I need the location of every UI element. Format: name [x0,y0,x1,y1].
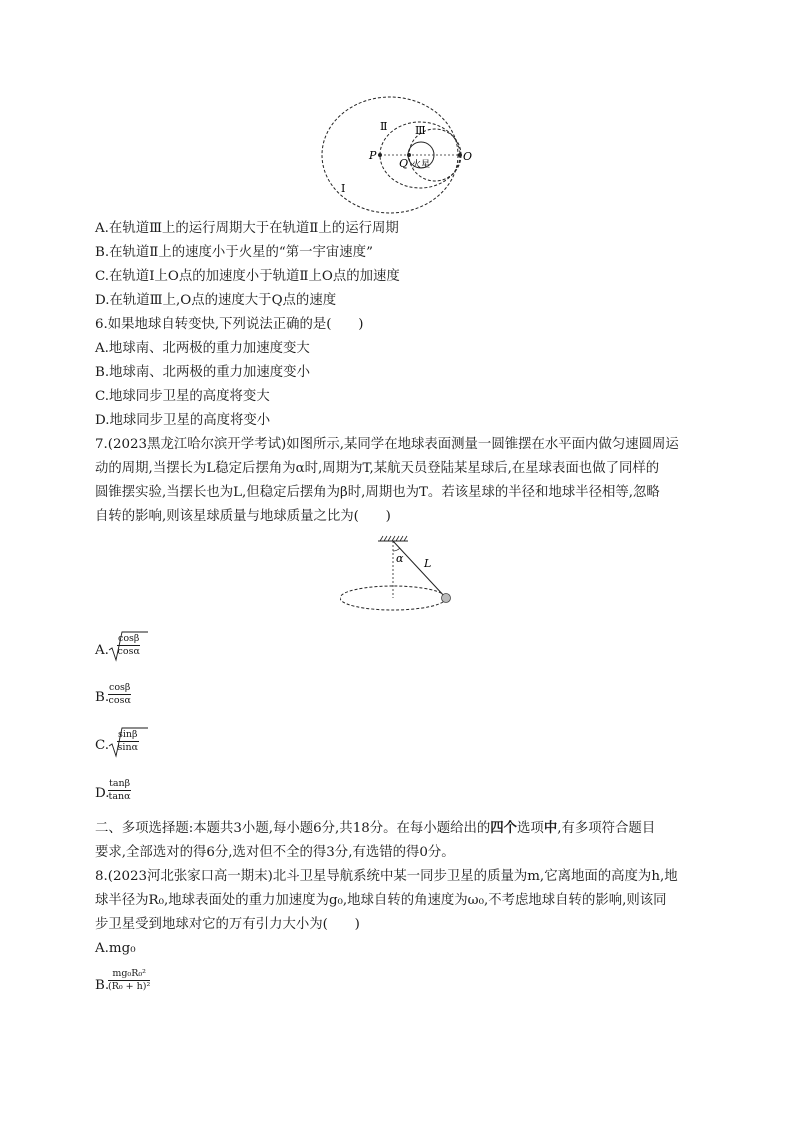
q7-option-d-num: tanβ [109,778,131,789]
q7-option-c-label: C. [95,738,110,753]
q7-option-d-fraction [108,778,131,803]
point-P [378,153,382,157]
q8-option-b-fraction [108,968,150,993]
q7-option-b-num: cosβ [109,682,131,693]
Q-label: Q [399,157,409,170]
q5-option-b: B.在轨道Ⅱ上的速度小于火星的“第一宇宙速度” [95,245,373,260]
q7-option-c-den: sinα [117,742,138,753]
angle-arc [393,548,400,551]
q8-stem-line3: 步卫星受到地球对它的万有引力大小为( ) [95,917,360,932]
section2-header-line1 [95,820,705,837]
q8-option-a: A.mg₀ [95,941,136,956]
q6-option-b: B.地球南、北两极的重力加速度变小 [95,365,310,380]
orbit-I-label: Ⅰ [341,182,346,195]
q8-option-b-den: (R₀ + h)² [108,981,151,992]
q8-option-b-label: B. [95,978,110,993]
P-label: P [369,149,377,162]
q7-option-d-den: tanα [108,791,131,802]
q6-option-c: C.地球同步卫星的高度将变大 [95,389,270,404]
O-label: O [463,150,473,163]
q7-option-a-fraction [117,633,140,658]
q8-stem-line1: 8.(2023河北张家口高一期末)北斗卫星导航系统中某一同步卫星的质量为m,它离地面的高度为h,地 [95,869,678,884]
mars-label: 火星 [412,160,431,170]
q5-option-d: D.在轨道Ⅲ上,O点的速度大于Q点的速度 [95,293,337,308]
q8-stem-line2: 球半径为R₀,地球表面处的重力加速度为g₀,地球自转的角速度为ω₀,不考虑地球自转的影响,则该同 [95,893,667,908]
q7-option-b-fraction [108,682,131,707]
ceiling-hatch [380,536,407,541]
point-O [458,153,462,157]
q7-option-a-label: A. [95,643,109,658]
pendulum-diagram [340,535,460,615]
pendulum-bob [442,594,451,603]
q5-option-a: A.在轨道Ⅲ上的运行周期大于在轨道Ⅱ上的运行周期 [95,221,399,236]
section2-line1-bold: 四个 [490,820,518,836]
q7-option-c-fraction [117,729,139,754]
q7-option-b-label: B. [95,690,110,705]
orbit-III-label: Ⅲ [415,124,426,137]
q6-option-d: D.地球同步卫星的高度将变小 [95,413,271,428]
section2-line1-mid: 选项 [517,821,544,836]
q7-option-a-den: cosα [117,646,140,657]
q7-stem-line4: 自转的影响,则该星球质量与地球质量之比为( ) [95,509,391,524]
q6-option-a: A.地球南、北两极的重力加速度变大 [95,341,310,356]
q7-option-d-label: D. [95,786,110,801]
q6-stem: 6.如果地球自转变快,下列说法正确的是( ) [95,317,364,332]
section2-line1-pre: 二、多项选择题:本题共3小题,每小题6分,共18分。在每小题给出的 [95,821,491,836]
q7-option-b-den: cosα [108,695,131,706]
L-label: L [424,557,432,570]
section2-line1-post: ,有多项符合题目 [557,821,656,836]
q7-option-c-num: sinβ [118,729,138,740]
section2-line1-bold2: 中 [543,820,558,836]
orbit-II-label: Ⅱ [380,120,388,133]
q7-stem-line2: 动的周期,当摆长为L稳定后摆角为α时,周期为T,某航天员登陆某星球后,在星球表面也做了同样的 [95,461,660,476]
q7-stem-line3: 圆锥摆实验,当摆长也为L,但稳定后摆角为β时,周期也为T。若该星球的半径和地球半径相等,忽略 [95,485,660,500]
alpha-label: α [396,552,404,565]
pendulum-string [393,541,446,598]
orbit-diagram [318,92,478,217]
q7-option-a-num: cosβ [118,633,140,644]
q8-option-b-num: mg₀R₀² [108,968,150,981]
section2-header-line2: 要求,全部选对的得6分,选对但不全的得3分,有选错的得0分。 [95,845,455,860]
q7-stem-line1: 7.(2023黑龙江哈尔滨开学考试)如图所示,某同学在地球表面测量一圆锥摆在水平面内做匀速圆周运 [95,437,679,452]
q5-option-c: C.在轨道Ⅰ上O点的加速度小于轨道Ⅱ上O点的加速度 [95,269,400,284]
